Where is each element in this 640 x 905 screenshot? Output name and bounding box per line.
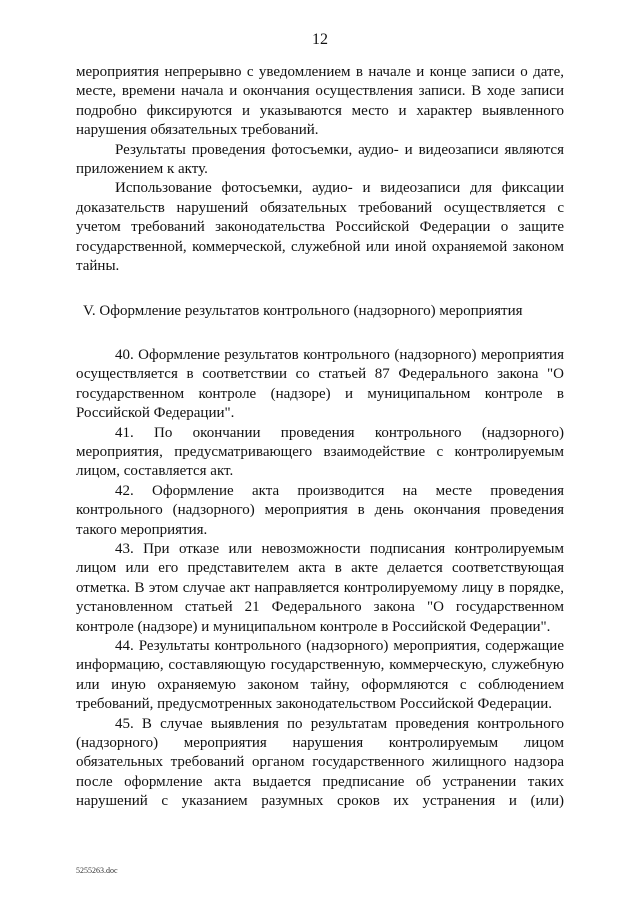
paragraph-recording-continuation: мероприятия непрерывно с уведомлением в начале и конце записи о дате, месте, времени начала и окончания осуществления записи. В ходе записи подробно фиксируются и указываются место и характер выявленного нарушения обязательных требований. <box>76 64 564 139</box>
clause-40: 40. Оформление результатов контрольного (надзорного) мероприятия осуществляется в соответствии со статьей 87 Федерального закона "О государственном контроле (надзоре) и муниципальном контроле в Российской Федерации". <box>76 346 564 422</box>
paragraph-photo-usage: Использование фотосъемки, аудио- и видеозаписи для фиксации доказательств нарушений обязательных требований осуществляется с учетом требований законодательства Российской Федерации о защите государственной, коммерческой, служебной или иной охраняемой законом тайны. <box>76 180 564 275</box>
page-number: 12 <box>312 31 328 48</box>
clause-41: 41. По окончании проведения контрольного (надзорного) мероприятия, предусматривающего взаимодействие с контролируемым лицом, составляется акт. <box>76 424 564 480</box>
section-heading-v: V. Оформление результатов контрольного (надзорного) мероприятия <box>83 303 523 320</box>
footer-file-code: 5255263.doc <box>76 866 118 875</box>
clause-44: 44. Результаты контрольного (надзорного) мероприятия, содержащие информацию, составляющую государственную, коммерческую, служебную или иную охраняемую законом тайну, оформляются с соблюдением требований, предусмотренных законодательством Российской Федерации. <box>76 637 564 713</box>
paragraph-photo-results: Результаты проведения фотосъемки, аудио- и видеозаписи являются приложением к акту. <box>76 141 564 178</box>
document-body <box>76 63 564 812</box>
clause-45: 45. В случае выявления по результатам проведения контрольного (надзорного) мероприятия нарушения контролируемым лицом обязательных требований органом государственного жилищного надзора после оформление акта выдается предписание об устранении таких нарушений с указанием разумных сроков их устранения и (или) <box>76 715 564 810</box>
clause-43: 43. При отказе или невозможности подписания контролируемым лицом или его представителем акта в акте делается соответствующая отметка. В этом случае акт направляется контролируемому лицу в порядке, установленном статьей 21 Федерального закона "О государственном контроле (надзоре) и муниципальном контроле в Российской Федерации". <box>76 540 564 635</box>
clause-42: 42. Оформление акта производится на месте проведения контрольного (надзорного) мероприятия в день окончания проведения такого мероприятия. <box>76 482 564 538</box>
